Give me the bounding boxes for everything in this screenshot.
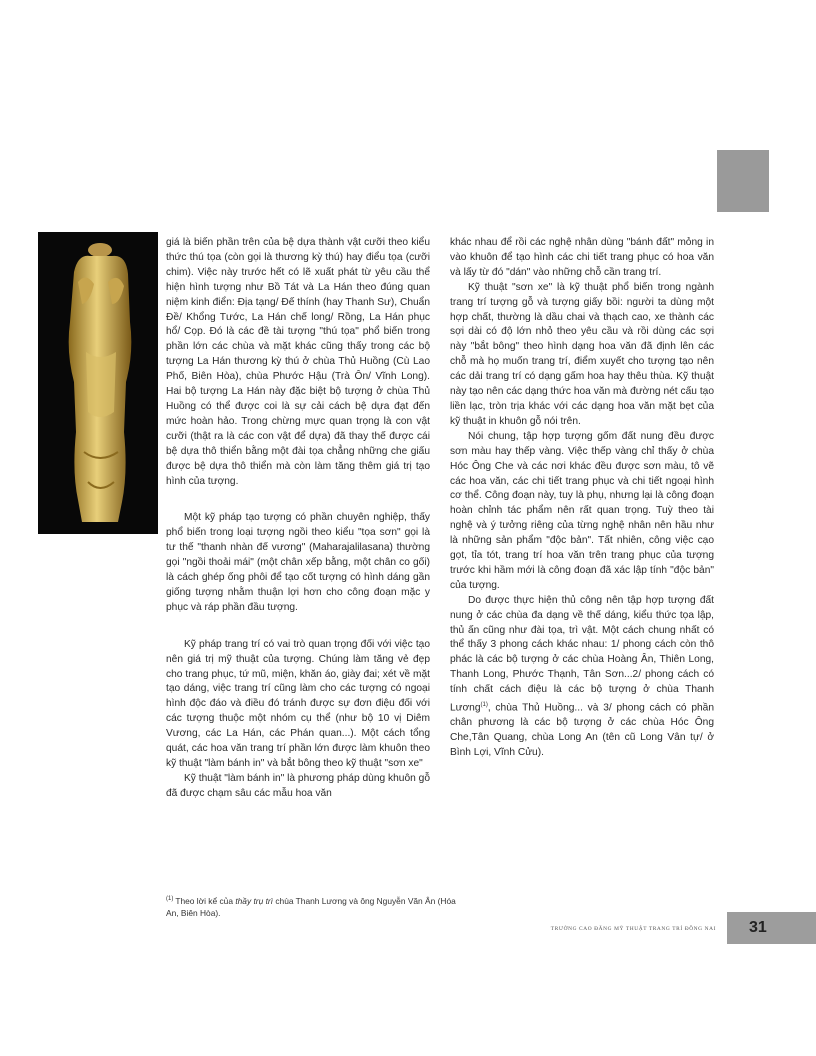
paragraph: Kỹ pháp trang trí có vai trò quan trọng đối với việc tạo nên giá trị mỹ thuật của tượng. Chúng làm tăng vẻ đẹp cho trang phục, tứ mũ, miện, khăn áo, giày đai; xét về mặt tạo dáng, việc trang trí cũng làm cho các tượng có ngoại hình độc đáo và điều đó tránh được sự đơn điệu đối với các tượng thuộc một nhóm cụ thể (như bộ 10 vị Diêm Vương, các La Hán, các Phán quan...). Một cách tổng quát, các hoa văn trang trí phần lớn được làm khuôn theo kỹ thuật "làm bánh in" và bắt bông theo kỹ thuật "sơn xe" [166,638,430,769]
page-number-bar [727,912,816,944]
footnote-text: chùa Thanh Lương và ông Nguyễn Văn Ân (Hóa An, Biên Hòa). [166,895,456,918]
running-title: TRƯỜNG CAO ĐẲNG MỸ THUẬT TRANG TRÍ ĐỒNG NAI [550,926,716,932]
statue-photo [38,232,158,534]
paragraph: Kỹ thuật "sơn xe" là kỹ thuật phổ biến trong ngành trang trí tượng gỗ và tượng giấy bồi: người ta dùng một hợp chất, thường là dầu chai và thạch cao, xe thành các sợi dài có độ lớn nhỏ theo yêu cầu và rồi dùng các sợi này "bắt bông" theo hình dạng hoa văn đã định lên các chỗ mà họ muốn trang trí, điểm xuyết cho tượng tạo nên các dải trang trí có dạng gấm hoa hay thêu thùa. Kỹ thuật này tạo nên các dạng thức hoa văn mà đường nét cấu tạo liền lạc, tròn trịa khác với các dạng hoa văn mặt bẹt của kỹ thuật in khuôn gỗ nói trên. [450,281,714,427]
footnote-mark: (1) [166,896,174,902]
footnote-text: Theo lời kể của [175,895,236,906]
paragraph [450,594,714,761]
page-number: 31 [749,919,767,936]
side-tab [717,150,769,212]
paragraph-text: Do được thực hiện thủ công nên tập hợp tượng đất nung ở các chùa đa dạng về thế dáng, kiểu thức tọa lập, thủ ấn cũng như đài tọa, trì vật. Một cách chung nhất có thể thấy 3 phong cách khác nhau: 1/ phong cách còn thô phác là các bộ tượng ở các chùa Hoàng Ân, Thiên Long, Thanh Long, Phước Thạnh, Tân Sơn...2/ phong cách có tính chất cách điệu là các bộ tượng ở chùa Thanh Lương [450,594,714,714]
footnote [166,893,456,919]
paragraph: Nói chung, tập hợp tượng gốm đất nung đều được sơn màu hay thếp vàng. Việc thếp vàng chỉ thấy ở chùa Hóc Ông Che và các nơi khác đều được sơn màu, tô vẽ các hoa văn, các chi tiết trang phục và chi tiết ngoại hình cơ thể. Công đoạn này, tuy là phụ, nhưng lại là công đoạn hoàn chỉnh tác phẩm nên rất quan trọng. Tuỳ theo tài nghệ và ý tưởng riêng của từng nghệ nhân nên hầu như là những sản phẩm "độc bản". Tất nhiên, công việc cạo gọt, tỉa tót, trang trí hoa văn trên trang phục của tượng trước khi hầm mới là công đoạn đã xác lập tính "độc bản" của tượng. [450,430,714,591]
statue-figure [38,232,158,534]
footnote-reference[interactable]: (1) [480,702,488,709]
paragraph: khác nhau để rồi các nghệ nhân dùng "bánh đất" mỏng in vào khuôn để tạo hình các chi tiết trang phục có hoa văn và lấy từ đó "dán" vào những chỗ cần trang trí. [450,237,714,278]
paragraph-text: , chùa Thủ Huồng... và 3/ phong cách có phần chân phương là các bộ tượng ở các chùa Hóc Ông Che,Tân Quang, chùa Long An (tên cũ Long Vân tự/ ở Bình Lợi, Vĩnh Cửu). [450,702,714,759]
footnote-emphasis: thầy trụ trì [235,895,274,906]
paragraph: giá là biến phần trên của bệ dựa thành vật cưỡi theo kiểu thức thú tọa (còn gọi là thương kỳ thú) hay điểu tọa (cưỡi chim). Việc này trước hết có lẽ xuất phát từ yêu cầu thể hiện hình tượng như Bồ Tát và La Hán theo đúng quan niệm kinh điển: Địa tạng/ Đế thính (hay Thanh Sư), Chuẩn Đề/ Khổng Tước, La Hán chế long/ Rồng, La Hán phục hổ/ Cọp. Đó là các đề tài tượng "thú tọa" phổ biến trong phần lớn các chùa và mặt khác cũng thấy trong các bộ tượng La Hán thương kỳ thú ở chùa Thủ Huồng (Cù Lao Phố, Biên Hòa), chùa Phước Hậu (Trà Ôn/ Vĩnh Long). Hai bộ tượng La Hán này đặc biệt bộ tượng ở chùa Thủ Huồng có thể được coi là sự cải cách bệ dựa đạt đến mức hoàn hảo. Trong chừng mực quan trọng là con vật cưỡi (thật ra là các con vật để dựa) đã thay thế được cái bệ dựa thô thiển bằng một đài tọa chẳng những che giấu được bệ dựa thô thiển mà còn làm tăng thêm giá trị tạo hình của tượng. [166,237,430,487]
paragraph: Một kỹ pháp tạo tượng có phần chuyên nghiệp, thấy phổ biến trong loại tượng ngồi theo kiểu "tọa sơn" gọi là tư thế "thanh nhàn đế vương" (Maharajalilasana) thường gọi "ngồi thoải mái" (một chân xếp bằng, một chân co gối) là cách ghép ống phôi để tạo cốt tượng có hình dáng gần giống tượng nhằm thuận lợi hơn cho công đoạn mặc y phục và ráp phần đầu tượng. [166,512,430,613]
paragraph: Kỹ thuật "làm bánh in" là phương pháp dùng khuôn gỗ đã được chạm sâu các mẫu hoa văn [166,772,430,799]
text-column-left [166,236,430,802]
text-column-right [450,236,714,761]
